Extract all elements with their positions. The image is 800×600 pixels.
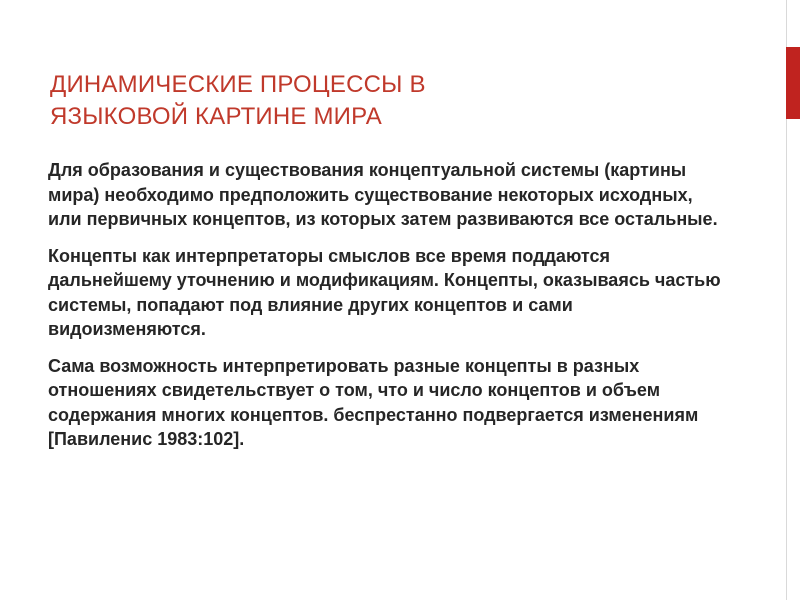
paragraph-2: Концепты как интерпретаторы смыслов все время поддаются дальнейшему уточнению и модификациям. Концепты, оказываясь частью системы, попадают под влияние других концептов и сами видоизменяются. (48, 245, 721, 339)
title-line-2: ЯЗЫКОВОЙ КАРТИНЕ МИРА (50, 103, 382, 130)
accent-bar (786, 47, 800, 119)
slide-title (50, 69, 750, 133)
paragraph-1: Для образования и существования концептуальной системы (картины мира) необходимо предположить существование некоторых исходных, или первичных концептов, из которых затем развиваются все остальные. (48, 160, 718, 229)
slide-body (48, 158, 728, 464)
title-line-1: ДИНАМИЧЕСКИЕ ПРОЦЕССЫ В (50, 71, 426, 98)
paragraph-3: Сама возможность интерпретировать разные концепты в разных отношениях свидетельствует о том, что и число концептов и объем содержания многих концептов. беспрестанно подвергается изменениям [Павиленис 1983:102]. (48, 355, 699, 449)
